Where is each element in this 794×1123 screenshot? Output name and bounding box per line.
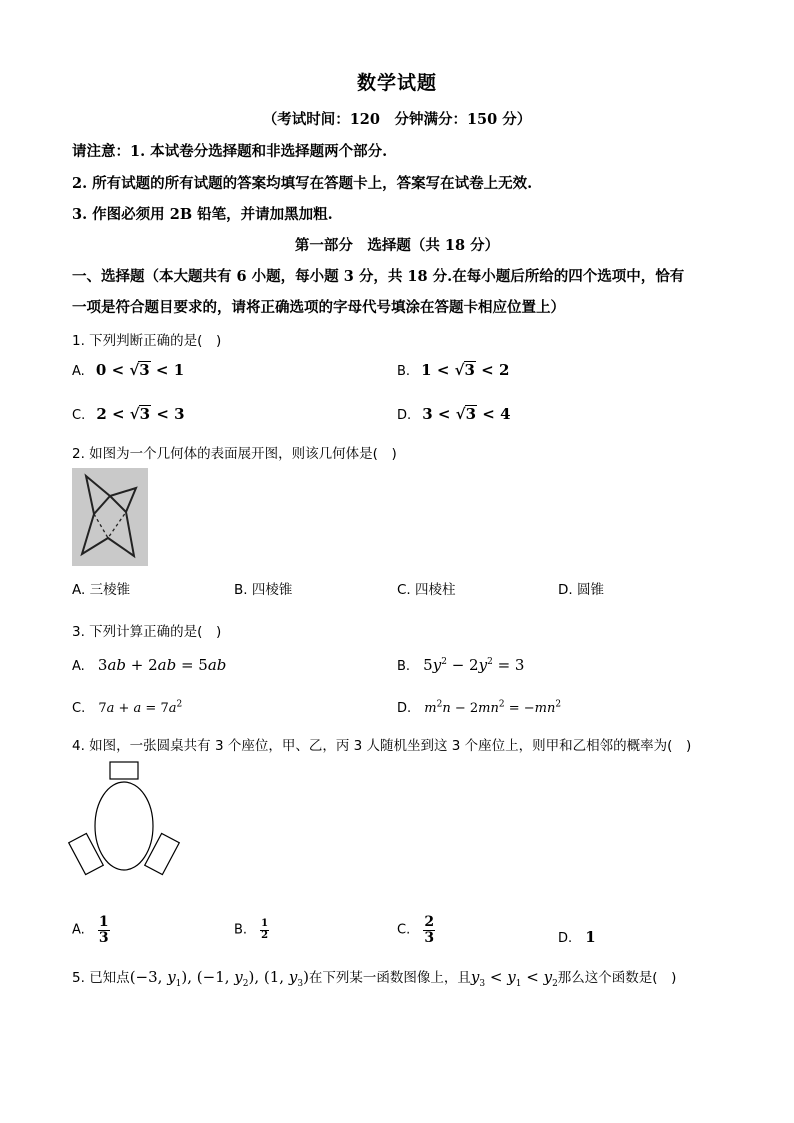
q3-c-math: $7a + a = 7a^2$ [98, 699, 183, 716]
q1-option-c [72, 404, 185, 423]
q1-a-math: 0 < √3 < 1 [95, 361, 185, 379]
q3-option-d: D. $m^2n - 2mn^2 = -mn^2$ [397, 699, 562, 716]
note-1: 请注意：1. 本试卷分选择题和非选择题两个部分. [72, 143, 388, 160]
table [95, 782, 153, 870]
section-instruction-1: 一、选择题（本大题共有 6 小题，每小题 3 分，共 18 分.在每小题后所给的四个选项中，恰有 [72, 268, 685, 285]
q4-option-b: B. $\frac{1}{2}$ [234, 918, 269, 941]
q4-b-fraction: $\frac{1}{2}$ [261, 918, 269, 941]
q3-a-math: 3ab + 2ab = 5ab [97, 656, 227, 674]
q3-b-math: $5y^2 - 2y^2 = 3$ [423, 656, 525, 674]
q4-option-a: A. $\frac{1}{3}$ [72, 914, 109, 946]
q3-option-a: A. 3ab + 2ab = 5ab [72, 656, 227, 674]
q4-option-c: C. $\frac{2}{3}$ [397, 914, 435, 946]
q2-option-a: A. 三棱锥 [72, 582, 131, 598]
net-diagram [72, 468, 148, 566]
q3-option-b: B. $5y^2 - 2y^2 = 3$ [397, 656, 525, 674]
q3-option-c: C. $7a + a = 7a^2$ [72, 699, 183, 716]
q1-b-label: B. [397, 364, 411, 379]
q4-stem: 4. 如图，一张圆桌共有 3 个座位，甲、乙，丙 3 人随机坐到这 3 个座位上，则甲和乙相邻的概率为( ) [72, 738, 692, 754]
q1-option-a [72, 360, 184, 379]
q4-c-fraction: $\frac{2}{3}$ [424, 914, 435, 946]
q5-points: (−3, $y_1$), (−1, $y_2$), (1, $y_3$) [129, 968, 309, 989]
q5-inequality: $y_3 < y_1 < y_2$ [470, 968, 558, 989]
note-2: 2. 所有试题的所有试题的答案均填写在答题卡上，答案写在试卷上无效. [72, 175, 533, 192]
q1-option-b [397, 360, 509, 379]
part1-heading: 第一部分 选择题（共 18 分） [294, 237, 500, 254]
q1-option-d [397, 404, 511, 423]
q2-option-b: B. 四棱锥 [234, 582, 293, 598]
q4-d-value: 1 [585, 928, 596, 946]
q1-d-label: D. [397, 408, 412, 423]
q2-option-c: C. 四棱柱 [397, 582, 456, 598]
page-title: 数学试题 [356, 72, 437, 94]
q5-stem: 5. 已知点(−3, $y_1$), (−1, $y_2$), (1, $y_3$)在下列某一函数图像上，且$y_3 < y_1 < y_2$那么这个函数是( ) [72, 968, 677, 989]
section-instruction-2: 一项是符合题目要求的，请将正确选项的字母代号填涂在答题卡相应位置上） [72, 299, 565, 316]
q1-b-math: 1 < √3 < 2 [421, 361, 510, 379]
exam-info: （考试时间：120 分钟满分：150 分） [262, 111, 532, 128]
q2-option-d: D. 圆锥 [558, 582, 604, 598]
note-3: 3. 作图必须用 2B 铅笔，并请加黑加粗. [72, 206, 333, 223]
q4-option-d: D. 1 [558, 928, 596, 946]
q3-d-math: $m^2n - 2mn^2 = -mn^2$ [424, 699, 562, 716]
q1-c-math: 2 < √3 < 3 [96, 405, 185, 423]
q2-stem: 2. 如图为一个几何体的表面展开图，则该几何体是( ) [72, 446, 397, 462]
seat-top [110, 762, 138, 779]
q1-c-label: C. [72, 408, 86, 423]
net-diagram-photo [72, 468, 148, 566]
round-table-diagram [68, 758, 188, 880]
q1-d-math: 3 < √3 < 4 [422, 405, 511, 423]
q1-a-label: A. [72, 364, 85, 379]
q4-a-fraction: $\frac{1}{3}$ [98, 914, 109, 946]
q1-stem: 1. 下列判断正确的是( ) [72, 333, 222, 349]
q3-stem: 3. 下列计算正确的是( ) [72, 624, 222, 640]
